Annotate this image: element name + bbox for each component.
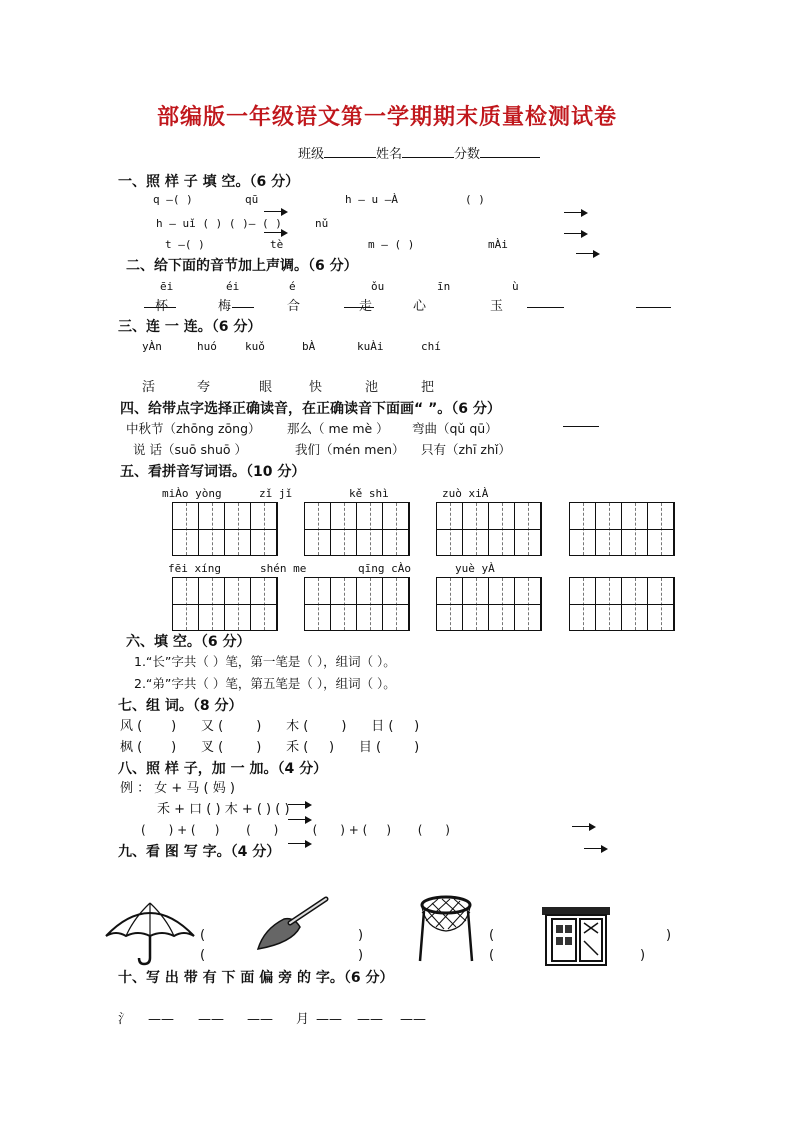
s2-char-1: 杯 bbox=[155, 299, 169, 314]
s3-char-1: 活 bbox=[142, 380, 156, 395]
arrow-icon bbox=[572, 823, 596, 831]
s3-char-5: 池 bbox=[365, 380, 379, 395]
arrow-icon bbox=[564, 209, 588, 217]
paren-open[interactable]: ( bbox=[200, 928, 206, 943]
s7-row-2[interactable]: 枫 ( ) 叉 ( ) 禾 ( ) 目 ( ) bbox=[120, 740, 420, 755]
s3-char-6: 把 bbox=[421, 380, 435, 395]
section-9-heading: 九、看 图 写 字。（4 分） bbox=[118, 844, 281, 860]
s2-pinyin-5: īn bbox=[437, 280, 451, 293]
radical-moon: 月 bbox=[296, 1012, 310, 1027]
s5-pinyin-r2-2: shén me bbox=[260, 562, 307, 575]
net-icon bbox=[416, 893, 476, 965]
window-icon bbox=[540, 905, 612, 967]
s3-char-2: 夸 bbox=[197, 380, 211, 395]
arrow-icon bbox=[288, 840, 312, 848]
s4-row2-item-2[interactable]: 我们（mén men） bbox=[295, 442, 405, 457]
s3-pinyin-2: huó bbox=[197, 340, 217, 353]
s2-pinyin-4: ǒu bbox=[371, 280, 385, 293]
paren-open[interactable]: ( bbox=[489, 948, 495, 963]
answer-line[interactable] bbox=[527, 307, 564, 308]
s7-row-1[interactable]: 风 ( ) 又 ( ) 木 ( ) 日 ( ) bbox=[120, 719, 420, 734]
s1-row3-d: mÀi bbox=[488, 238, 508, 251]
s4-row2-item-1[interactable]: 说 话（suō shuō ） bbox=[133, 442, 248, 457]
writing-grid[interactable] bbox=[172, 577, 278, 631]
writing-grid[interactable] bbox=[172, 502, 278, 556]
s3-pinyin-3: kuǒ bbox=[245, 340, 265, 353]
section-10-heading: 十、写 出 带 有 下 面 偏 旁 的 字。（6 分） bbox=[118, 970, 394, 986]
arrow-icon bbox=[264, 229, 288, 237]
s3-pinyin-5: kuÀi bbox=[357, 340, 384, 353]
s2-pinyin-2: éi bbox=[226, 280, 240, 293]
strike-line bbox=[344, 307, 374, 308]
answer-blank[interactable]: —— bbox=[148, 1012, 174, 1027]
answer-blank[interactable]: —— bbox=[198, 1012, 224, 1027]
section-5-heading: 五、看拼音写词语。（10 分） bbox=[120, 464, 306, 480]
strike-line bbox=[144, 307, 176, 308]
s6-line-2[interactable]: 2.“弟”字共（ ）笔，第五笔是（ ），组词（ ）。 bbox=[134, 676, 396, 691]
student-info-line bbox=[298, 146, 540, 161]
s4-row2-item-3[interactable]: 只有（zhī zhǐ） bbox=[421, 442, 511, 457]
s3-pinyin-6: chí bbox=[421, 340, 441, 353]
paren-close[interactable]: ) bbox=[358, 928, 364, 943]
s8-row-2[interactable]: ( ) + ( ) ( ) ( ) + ( ) ( ) bbox=[141, 823, 450, 837]
s2-pinyin-6: ù bbox=[512, 280, 519, 293]
s1-row2-a[interactable]: h — uǐ ( ) ( )— ( ) bbox=[156, 217, 282, 230]
section-8-heading: 八、照 样 子，加 一 加。（4 分） bbox=[118, 761, 328, 777]
s2-pinyin-3: é bbox=[289, 280, 296, 293]
page-title: 部编版一年级语文第一学期期末质量检测试卷 bbox=[157, 105, 618, 130]
s5-pinyin-r1-2: zǐ jǐ bbox=[259, 487, 293, 500]
arrow-icon bbox=[584, 845, 608, 853]
example-underline bbox=[563, 426, 599, 427]
name-field[interactable] bbox=[402, 146, 454, 158]
writing-grid[interactable] bbox=[436, 577, 542, 631]
name-label: 姓名 bbox=[376, 147, 403, 162]
s1-row3-b: tè bbox=[270, 238, 284, 251]
arrow-icon bbox=[264, 208, 288, 216]
s1-row3-c[interactable]: m — ( ) bbox=[368, 238, 415, 251]
paren-open[interactable]: ( bbox=[489, 928, 495, 943]
s1-row3-a[interactable]: t —( ) bbox=[165, 238, 205, 251]
s3-char-4: 快 bbox=[309, 380, 323, 395]
radical-water: 氵 bbox=[118, 1012, 132, 1027]
s4-row1-item-3[interactable]: 弯曲（qǔ qū） bbox=[412, 421, 498, 436]
s6-line-1[interactable]: 1.“长”字共（ ）笔，第一笔是（ ），组词（ ）。 bbox=[134, 654, 396, 669]
writing-grid[interactable] bbox=[569, 577, 675, 631]
s2-char-5: 心 bbox=[413, 299, 427, 314]
section-3-heading: 三、连 一 连。（6 分） bbox=[118, 319, 262, 335]
s8-row-1[interactable]: 禾 + 口 ( ) 木 + ( ) ( ) bbox=[157, 802, 290, 817]
arrow-icon bbox=[564, 230, 588, 238]
trowel-icon bbox=[254, 893, 332, 953]
class-field[interactable] bbox=[324, 146, 376, 158]
s1-row2-b: nǔ bbox=[315, 217, 329, 230]
s5-pinyin-r2-3: qīng cÀo bbox=[358, 562, 411, 575]
answer-line[interactable] bbox=[636, 307, 671, 308]
s5-pinyin-r1-4: zuò xiÀ bbox=[442, 487, 489, 500]
s2-char-4: 走 bbox=[359, 299, 373, 314]
s2-pinyin-1: ēi bbox=[160, 280, 174, 293]
arrow-icon bbox=[576, 250, 600, 258]
s1-row1-d[interactable]: ( ) bbox=[465, 193, 485, 206]
answer-blank[interactable]: —— bbox=[400, 1012, 426, 1027]
strike-line bbox=[232, 307, 254, 308]
s1-row1-a: q —( ) bbox=[153, 193, 193, 206]
score-field[interactable] bbox=[480, 146, 540, 158]
writing-grid[interactable] bbox=[569, 502, 675, 556]
umbrella-icon bbox=[104, 900, 196, 968]
s5-pinyin-r1-1: miÀo yòng bbox=[162, 487, 222, 500]
arrow-icon bbox=[288, 801, 312, 809]
s3-pinyin-1: yÀn bbox=[142, 340, 162, 353]
s1-row1-c: h — u —À bbox=[345, 193, 398, 206]
s5-pinyin-r2-4: yuè yÀ bbox=[455, 562, 495, 575]
paren-close[interactable]: ) bbox=[666, 928, 672, 943]
writing-grid[interactable] bbox=[436, 502, 542, 556]
s3-char-3: 眼 bbox=[259, 380, 273, 395]
s1-row1-b: qū bbox=[245, 193, 259, 206]
s2-char-3: 合 bbox=[287, 299, 301, 314]
paren-close[interactable]: ) bbox=[358, 948, 364, 963]
answer-blank[interactable]: —— bbox=[316, 1012, 342, 1027]
score-label: 分数 bbox=[454, 147, 481, 162]
s4-row1-item-2[interactable]: 那么（ me mè ） bbox=[287, 421, 389, 436]
s5-pinyin-r2-1: fēi xíng bbox=[168, 562, 221, 575]
section-4-heading: 四、给带点字选择正确读音，在正确读音下面画“ ”。（6 分） bbox=[120, 401, 501, 417]
section-2-heading: 二、给下面的音节加上声调。（6 分） bbox=[126, 258, 358, 274]
answer-blank[interactable]: —— bbox=[357, 1012, 383, 1027]
section-1-heading: 一、照 样 子 填 空。（6 分） bbox=[118, 174, 300, 190]
writing-grid[interactable] bbox=[304, 502, 410, 556]
paren-open[interactable]: ( bbox=[200, 948, 206, 963]
s2-char-6: 玉 bbox=[490, 299, 504, 314]
class-label: 班级 bbox=[298, 147, 325, 162]
writing-grid[interactable] bbox=[304, 577, 410, 631]
s2-char-2: 梅 bbox=[218, 299, 232, 314]
section-7-heading: 七、组 词。（8 分） bbox=[118, 698, 243, 714]
s4-row1-item-1[interactable]: 中秋节（zhōng zōng） bbox=[126, 421, 261, 436]
s8-example: 例 ： 女 + 马 ( 妈 ) bbox=[120, 781, 235, 796]
s3-pinyin-4: bÀ bbox=[302, 340, 316, 353]
answer-blank[interactable]: —— bbox=[247, 1012, 273, 1027]
s5-pinyin-r1-3: kě shì bbox=[349, 487, 389, 500]
section-6-heading: 六、填 空。（6 分） bbox=[126, 634, 251, 650]
paren-close[interactable]: ) bbox=[640, 948, 646, 963]
